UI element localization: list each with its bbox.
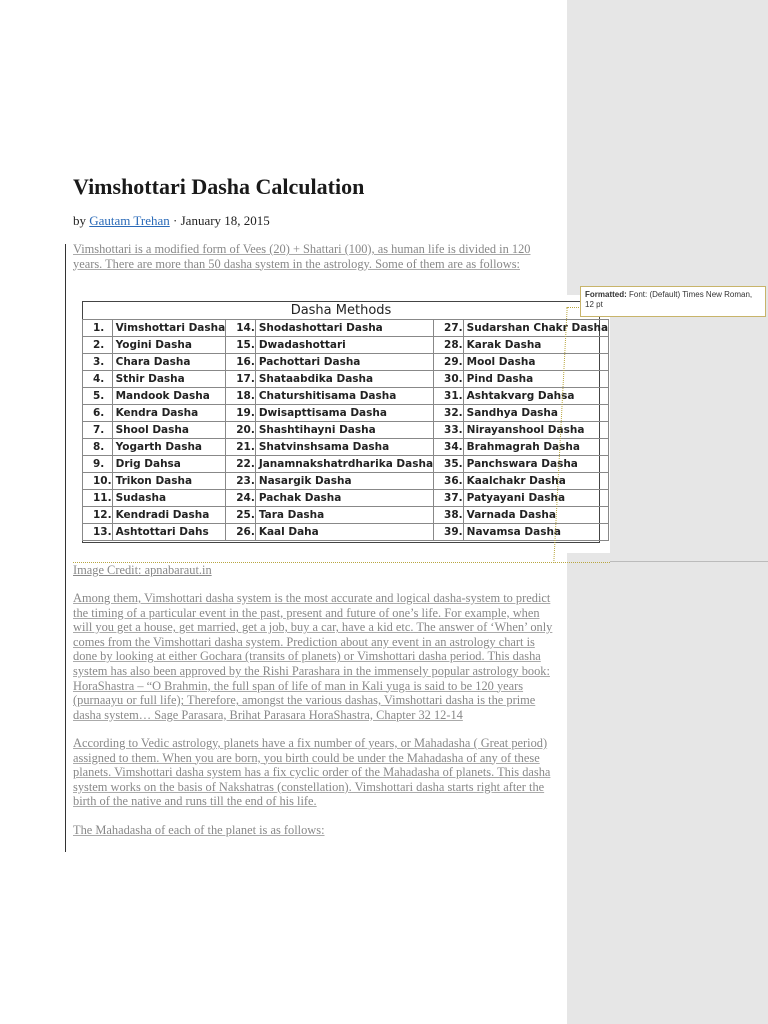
- image-credit: Image Credit: apnabaraut.in: [73, 563, 212, 577]
- page-title: Vimshottari Dasha Calculation: [73, 174, 365, 199]
- table-row: [83, 473, 609, 490]
- row-number: 9.: [83, 456, 113, 473]
- row-number: 2.: [83, 337, 113, 354]
- row-number: 25.: [226, 507, 256, 524]
- table-row: [83, 405, 609, 422]
- row-number: 21.: [226, 439, 256, 456]
- table-row: [83, 371, 609, 388]
- row-number: 26.: [226, 524, 256, 541]
- table-row: [83, 456, 609, 473]
- row-number: 20.: [226, 422, 256, 439]
- comment-text: Font: (Default) Times New Roman, 12 pt: [585, 290, 753, 309]
- dasha-name: Navamsa Dasha: [463, 524, 608, 541]
- dasha-name: Patyayani Dasha: [463, 490, 608, 507]
- row-number: 16.: [226, 354, 256, 371]
- formatted-comment-balloon[interactable]: [580, 286, 766, 317]
- table-row: [83, 422, 609, 439]
- row-number: 35.: [434, 456, 464, 473]
- dasha-name: Mool Dasha: [463, 354, 608, 371]
- intro-paragraph: Vimshottari is a modified form of Vees (20) + Shattari (100), as human life is divided in 120 years. There are more than 50 dasha system in the astrology. Some of them are as follows:: [73, 242, 531, 271]
- dasha-name: Shashtihayni Dasha: [255, 422, 433, 439]
- row-number: 8.: [83, 439, 113, 456]
- dasha-name: Shatvinshsama Dasha: [255, 439, 433, 456]
- comment-label: Formatted:: [585, 290, 627, 299]
- dasha-methods-table: [82, 319, 609, 541]
- dasha-name: Trikon Dasha: [112, 473, 226, 490]
- row-number: 28.: [434, 337, 464, 354]
- dasha-name: Drig Dahsa: [112, 456, 226, 473]
- row-number: 12.: [83, 507, 113, 524]
- dasha-name: Sudarshan Chakr Dasha: [463, 320, 608, 337]
- dasha-name: Vimshottari Dasha: [112, 320, 226, 337]
- row-number: 31.: [434, 388, 464, 405]
- row-number: 37.: [434, 490, 464, 507]
- paragraph-vedic-mahadasha: According to Vedic astrology, planets have a fix number of years, or Mahadasha ( Great period) assigned to them. When you are born, you birth could be under the Mahadasha of any of these planets. Vimshottari dasha system has a fix cyclic order of the Mahadasha of planets. This dasha system works on the basis of Nakshatras (constellation). Vimshottari dasha starts right after the birth of the native and runs till the end of his life.: [73, 736, 551, 809]
- revision-change-bar: [65, 244, 66, 852]
- row-number: 6.: [83, 405, 113, 422]
- dasha-name: Pachottari Dasha: [255, 354, 433, 371]
- row-number: 15.: [226, 337, 256, 354]
- row-number: 1.: [83, 320, 113, 337]
- dasha-methods-table-image: [73, 295, 610, 553]
- row-number: 19.: [226, 405, 256, 422]
- dasha-name: Kendradi Dasha: [112, 507, 226, 524]
- row-number: 5.: [83, 388, 113, 405]
- row-number: 32.: [434, 405, 464, 422]
- dasha-name: Shool Dasha: [112, 422, 226, 439]
- dasha-name: Yogini Dasha: [112, 337, 226, 354]
- row-number: 22.: [226, 456, 256, 473]
- dasha-name: Shataabdika Dasha: [255, 371, 433, 388]
- dasha-name: Ashtakvarg Dahsa: [463, 388, 608, 405]
- byline-prefix: by: [73, 213, 90, 228]
- table-row: [83, 439, 609, 456]
- dasha-name: Sandhya Dasha: [463, 405, 608, 422]
- dasha-name: Sthir Dasha: [112, 371, 226, 388]
- comment-anchor-connector: [567, 307, 581, 308]
- row-number: 4.: [83, 371, 113, 388]
- dasha-name: Mandook Dasha: [112, 388, 226, 405]
- row-number: 17.: [226, 371, 256, 388]
- table-row: [83, 354, 609, 371]
- row-number: 14.: [226, 320, 256, 337]
- dasha-name: Nasargik Dasha: [255, 473, 433, 490]
- dasha-name: Chara Dasha: [112, 354, 226, 371]
- table-row: [83, 320, 609, 337]
- dasha-name: Yogarth Dasha: [112, 439, 226, 456]
- row-number: 27.: [434, 320, 464, 337]
- row-number: 23.: [226, 473, 256, 490]
- row-number: 34.: [434, 439, 464, 456]
- byline-date: · January 18, 2015: [169, 213, 270, 228]
- byline: [73, 213, 270, 229]
- dasha-name: Nirayanshool Dasha: [463, 422, 608, 439]
- paragraph-mahadasha-intro: The Mahadasha of each of the planet is as follows:: [73, 823, 325, 837]
- dasha-name: Chaturshitisama Dasha: [255, 388, 433, 405]
- table-row: [83, 337, 609, 354]
- dasha-name: Pind Dasha: [463, 371, 608, 388]
- row-number: 39.: [434, 524, 464, 541]
- author-link[interactable]: Gautam Trehan: [89, 213, 170, 228]
- dasha-name: Sudasha: [112, 490, 226, 507]
- row-number: 13.: [83, 524, 113, 541]
- dasha-name: Ashtottari Dahs: [112, 524, 226, 541]
- dasha-name: Shodashottari Dasha: [255, 320, 433, 337]
- dasha-name: Varnada Dasha: [463, 507, 608, 524]
- dasha-name: Karak Dasha: [463, 337, 608, 354]
- row-number: 33.: [434, 422, 464, 439]
- dasha-name: Panchswara Dasha: [463, 456, 608, 473]
- dasha-name: Kaal Daha: [255, 524, 433, 541]
- dasha-name: Tara Dasha: [255, 507, 433, 524]
- table-row: [83, 490, 609, 507]
- row-number: 29.: [434, 354, 464, 371]
- dasha-name: Pachak Dasha: [255, 490, 433, 507]
- row-number: 10.: [83, 473, 113, 490]
- row-number: 36.: [434, 473, 464, 490]
- row-number: 24.: [226, 490, 256, 507]
- paragraph-vimshottari-accuracy: Among them, Vimshottari dasha system is the most accurate and logical dasha-system to predict the timing of a particular event in the past, present and future of one’s life. For example, when will you get a house, get married, get a job, buy a car, have a kid etc. The answer of ‘When’ only comes from the Vimshottari dasha system. Prediction about any event in an astrology chart is done by looking at either Gochara (transits of planets) or Vimshottari dasha period. This dasha system has also been approved by the Rishi Parashara in the immensely popular astrology book: HoraShastra – “O Brahmin, the full span of life of man in Kali yuga is said to be 120 years (purnaayu or full life); Therefore, amongst the various dashas, Vimshottari dasha is the prime dasha system… Sage Parasara, Brihat Parasara HoraShastra, Chapter 32 12-14: [73, 591, 553, 722]
- table-row: [83, 524, 609, 541]
- dasha-name: Kendra Dasha: [112, 405, 226, 422]
- dasha-name: Dwadashottari: [255, 337, 433, 354]
- table-row: [83, 507, 609, 524]
- margin-rule: [610, 561, 768, 562]
- row-number: 3.: [83, 354, 113, 371]
- row-number: 38.: [434, 507, 464, 524]
- table-heading: Dasha Methods: [290, 303, 392, 318]
- row-number: 7.: [83, 422, 113, 439]
- row-number: 30.: [434, 371, 464, 388]
- row-number: 18.: [226, 388, 256, 405]
- row-number: 11.: [83, 490, 113, 507]
- dasha-name: Brahmagrah Dasha: [463, 439, 608, 456]
- dasha-name: Janamnakshatrdharika Dasha: [255, 456, 433, 473]
- dasha-name: Dwisapttisama Dasha: [255, 405, 433, 422]
- dasha-name: Kaalchakr Dasha: [463, 473, 608, 490]
- table-row: [83, 388, 609, 405]
